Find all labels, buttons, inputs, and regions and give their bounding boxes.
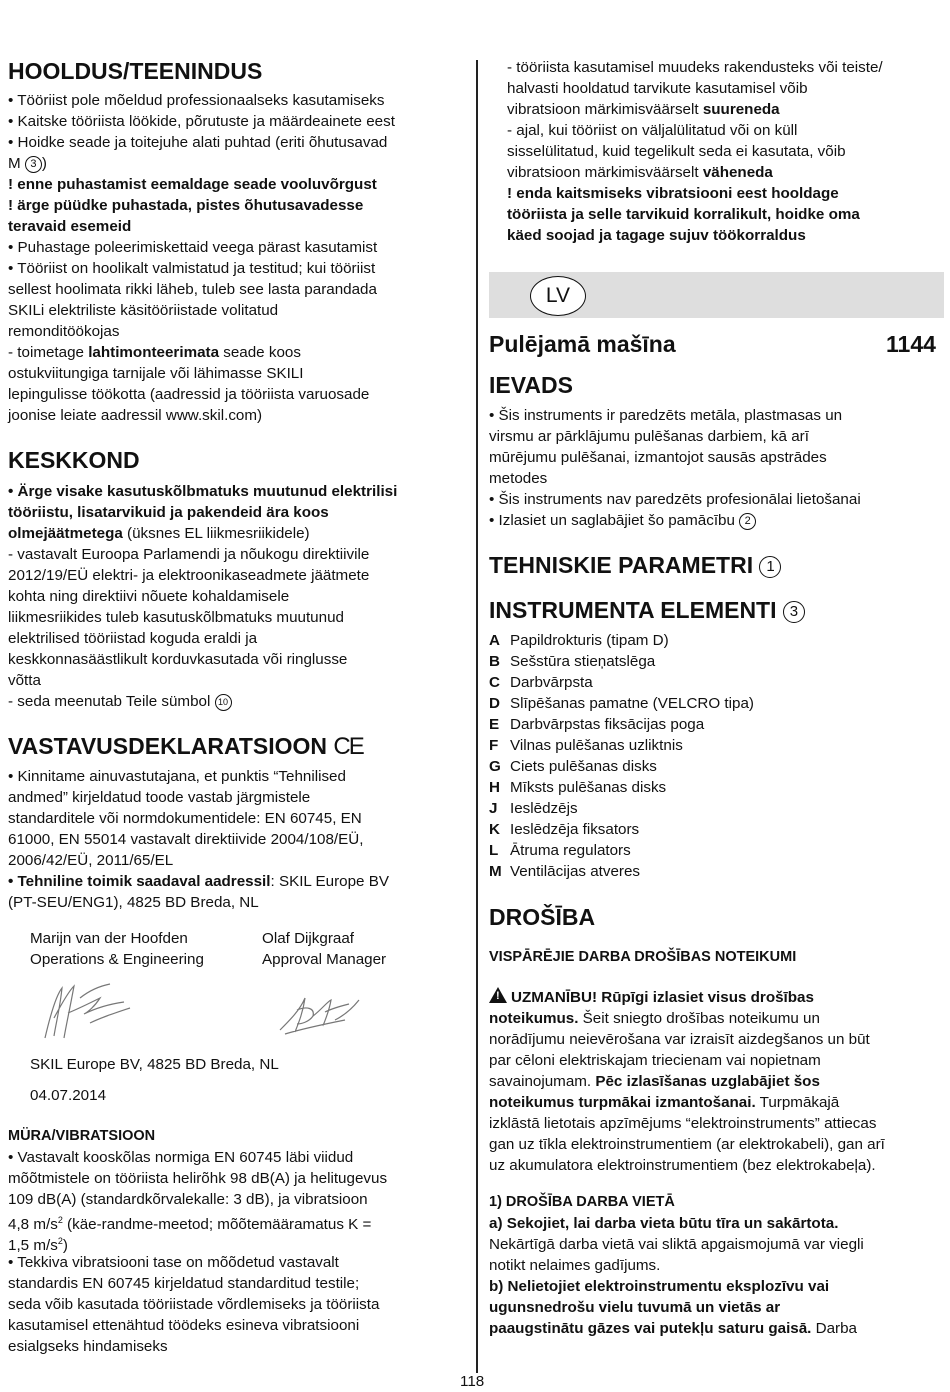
text-line: 1,5 $m/s^2$) [8,1236,68,1255]
element-label: Ātruma regulators [510,842,631,859]
warning-line: ! enda kaitsmiseks vibratsiooni eest hooldage [507,185,839,202]
heading-keskkond: KESKKOND [8,447,140,473]
element-label: Ventilācijas atveres [510,863,641,880]
text-line: paaugstinātu gāzes vai putekļu saturu gaisā. Darba [489,1320,857,1337]
element-key: M [489,863,502,880]
text-line: ostukviitungiga tarnijale või lähimasse SKILI [8,365,304,382]
text-line: - ajal, kui tööriist on väljalülitatud või on küll [507,122,798,139]
element-label: Darbvārpstas fiksācijas poga [510,716,705,733]
text-line: • Vastavalt kooskõlas normiga EN 60745 läbi viidud [8,1149,354,1166]
declaration-date: 04.07.2014 [30,1087,107,1104]
heading-vastavus: VASTAVUSDEKLARATSIOON CE [8,733,363,760]
element-key: H [489,779,500,796]
text-line: halvasti hooldatud tarvikute kasutamisel võib [507,80,808,97]
text-line: remonditöökojas [8,323,120,340]
element-label: Mīksts pulēšanas disks [510,779,667,796]
element-label: Darbvārpsta [510,674,593,691]
text-line: Nekārtīgā darba vietā vai sliktā apgaismojumā var viegli [489,1236,864,1253]
text-line: esialgseks hindamiseks [8,1338,168,1355]
text-line: tööriistu, lisatarvikuid ja pakendeid ära koos [8,504,329,521]
text-line: norādījumu neievērošana var izraisīt aizdegšanos un būt [489,1031,870,1048]
text-line: elektrilised tööriistad koguda eraldi ja [8,630,258,647]
signature-1-image [40,978,140,1048]
ref-number-3-icon: 3 [25,156,42,173]
element-key: B [489,653,500,670]
text-line: - tööriista kasutamisel muudeks rakendusteks või teiste/ [507,59,883,76]
element-key: D [489,695,500,712]
text-line: mõõtmistele on tööriista helirõhk 98 dB(A) ja helitugevus [8,1170,388,1187]
text-line: seda võib kasutada tööriistade võrdlemiseks ja tööriista [8,1296,380,1313]
text-line: • Kinnitame ainuvastutajana, et punktis “Tehnilised [8,768,346,785]
element-label: Sešstūra stieņatslēga [510,653,656,670]
company-address: SKIL Europe BV, 4825 BD Breda, NL [30,1056,279,1073]
text-line: noteikumus. Šeit sniegto drošības noteikumu un [489,1010,820,1027]
warning-line: ! ärge püüdke puhastada, pistes õhutusavadesse [8,197,364,214]
product-name: Pulējamā mašīna [489,331,676,357]
text-line: notikt nelaimes gadījums. [489,1257,661,1274]
ref-number-2-icon: 2 [739,513,756,530]
warning-triangle-icon: ! [489,987,507,1003]
text-line: izklāstā lietotais apzīmējums “elektroinstruments” attiecas [489,1115,877,1132]
text-line: - toimetage lahtimonteerimata seade koos [8,344,301,361]
text-line: savainojumam. Pēc izlasīšanas uzglabājiet šos [489,1073,820,1090]
signature-2-image [275,990,365,1040]
text-line: • Puhastage poleerimiskettaid veega pärast kasutamist [8,239,378,256]
text-line: • Kaitske tööriista löökide, põrutuste ja määrdeainete eest [8,113,395,130]
text-line: ugunsnedrošu vielu tuvumā un vietās ar [489,1299,781,1316]
text-line: 109 dB(A) (standardkõrvalekalle: 3 dB), ja vibratsioon [8,1191,368,1208]
product-number: 1144 [886,331,936,357]
text-line: noteikumus turpmākai izmantošanai. Turpmākajā [489,1094,840,1111]
text-line: 2006/42/EÜ, 2011/65/EL [8,852,174,869]
element-key: A [489,632,500,649]
element-key: L [489,842,499,859]
warning-line: tööriista ja selle tarvikuid korralikult, hoidke oma [507,206,860,223]
page-number: 118 [460,1373,485,1390]
text-line: M 3 ) [8,155,47,172]
warning-line: ! enne puhastamist eemaldage seade vooluvõrgust [8,176,377,193]
text-line: 4,8 $m/s^2$ (käe-randme-meetod; mõõtemääramatus K = [8,1215,372,1234]
warning-line: käed soojad ja tagage sujuv töökorraldus [507,227,806,244]
text-line: kasutamisel ettenähtud töödeks esineva vibratsiooni [8,1317,360,1334]
heading-visparejie: VISPĀRĒJIE DARBA DROŠĪBAS NOTEIKUMI [489,949,797,965]
element-label: Ieslēdzējs [510,800,578,817]
text-line: joonise leiate aadressil www.skil.com) [8,407,263,424]
element-label: Papildrokturis (tipam D) [510,632,669,649]
signatory-2-title: Approval Manager [262,951,387,968]
ref-number-10-icon: 10 [215,694,232,711]
language-badge: LV [530,276,586,316]
text-line: 61000, EN 55014 vastavalt direktiivide 2004/108/EÜ, [8,831,364,848]
text-line: • Tehniline toimik saadaval aadressil: SKIL Europe BV [8,873,389,890]
text-line: standarditele või normdokumentidele: EN 60745, EN [8,810,362,827]
text-line: • Ärge visake kasutuskõlbmatuks muutunud elektrilisi [8,483,398,500]
text-line: • Tööriist pole mõeldud professionaalseks kasutamiseks [8,92,385,109]
text-line: gan uz tīkla elektroinstrumentiem (ar elektrokabeli), gan arī [489,1136,885,1153]
element-label: Vilnas pulēšanas uzliktnis [510,737,683,754]
text-line: uz akumulatora elektroinstrumentiem (bez elektrokabeļa). [489,1157,876,1174]
text-line: b) Nelietojiet elektroinstrumentu eksplozīvu vai [489,1278,830,1295]
text-line: SKILi elektriliste käsitööriistade volitatud [8,302,279,319]
text-line: võtta [8,672,41,689]
element-key: G [489,758,501,775]
element-key: C [489,674,500,691]
element-label: Ieslēdzēja fiksators [510,821,640,838]
heading-drosiba: DROŠĪBA [489,904,596,930]
element-key: F [489,737,499,754]
text-line: liikmesriikides tuleb kasutuskõlbmatuks muutunud [8,609,344,626]
text-line: ! UZMANĪBU! Rūpīgi izlasiet visus drošības [489,987,814,1008]
ref-number-1-icon: 1 [759,556,781,578]
text-line: a) Sekojiet, lai darba vieta būtu tīra un sakārtota. [489,1215,839,1232]
heading-mura: MÜRA/VIBRATSIOON [8,1128,156,1144]
text-line: sisselülitatud, kuid tegelikult seda ei kasutata, võib [507,143,846,160]
heading-tehniskie: TEHNISKIE PARAMETRI 1 [489,551,781,579]
element-key: E [489,716,500,733]
text-line: metodes [489,470,548,487]
text-line: standardis EN 60745 kirjeldatud standarditud testile; [8,1275,360,1292]
signatory-2-name: Olaf Dijkgraaf [262,930,355,947]
ref-number-3-icon: 3 [783,601,805,623]
element-key: J [489,800,498,817]
signatory-1-title: Operations & Engineering [30,951,204,968]
heading-ievads: IEVADS [489,372,573,398]
text-line: kohta ning direktiivi nõuete kohaldamisele [8,588,290,605]
heading-darba-vieta: 1) DROŠĪBA DARBA VIETĀ [489,1194,675,1210]
element-key: K [489,821,500,838]
column-divider [476,60,478,1373]
text-line: • Šis instruments nav paredzēts profesionālai lietošanai [489,491,861,508]
text-line: (PT-SEU/ENG1), 4825 BD Breda, NL [8,894,259,911]
text-line: • Izlasiet un saglabājiet šo pamācību 2 [489,510,756,531]
text-line: virsmu ar pārklājumu pulēšanas darbiem, kā arī [489,428,809,445]
element-label: Ciets pulēšanas disks [510,758,657,775]
text-line: andmed” kirjeldatud toode vastab järgmistele [8,789,311,806]
text-line: • Hoidke seade ja toitejuhe alati puhtad (eriti õhutusavad [8,134,388,151]
text-line: - seda meenutab Teile sümbol 10 [8,691,232,712]
text-line: mūrējumu pulēšanai, izmantojot sausās apstrādes [489,449,827,466]
warning-line: teravaid esemeid [8,218,132,235]
text-line: olmejäätmetega (üksnes EL liikmesriikidele) [8,525,310,542]
text-line: keskkonnasäästlikult korduvkasutada või ringlusse [8,651,348,668]
text-line: par cēloni elektriskajam triecienam vai nopietnam [489,1052,821,1069]
heading-hooldus: HOOLDUS/TEENINDUS [8,58,263,84]
ce-mark-icon: CE [333,733,363,760]
text-line: • Šis instruments ir paredzēts metāla, plastmasas un [489,407,843,424]
text-line: vibratsioon märkimisväärselt väheneda [507,164,773,181]
text-line: lepingulisse töökotta (aadressid ja tööriista varuosade [8,386,370,403]
element-label: Slīpēšanas pamatne (VELCRO tipa) [510,695,754,712]
heading-instrumenta: INSTRUMENTA ELEMENTI 3 [489,596,805,624]
text-line: vibratsioon märkimisväärselt suureneda [507,101,780,118]
text-line: - vastavalt Euroopa Parlamendi ja nõukogu direktiivile [8,546,370,563]
signatory-1-name: Marijn van der Hoofden [30,930,188,947]
text-line: • Tekkiva vibratsiooni tase on mõõdetud vastavalt [8,1254,339,1271]
text-line: sellest hoolimata rikki läheb, tuleb see lasta parandada [8,281,377,298]
text-line: • Tööriist on hoolikalt valmistatud ja testitud; kui tööriist [8,260,376,277]
text-line: 2012/19/EÜ elektri- ja elektroonikaseadmete jäätmete [8,567,370,584]
